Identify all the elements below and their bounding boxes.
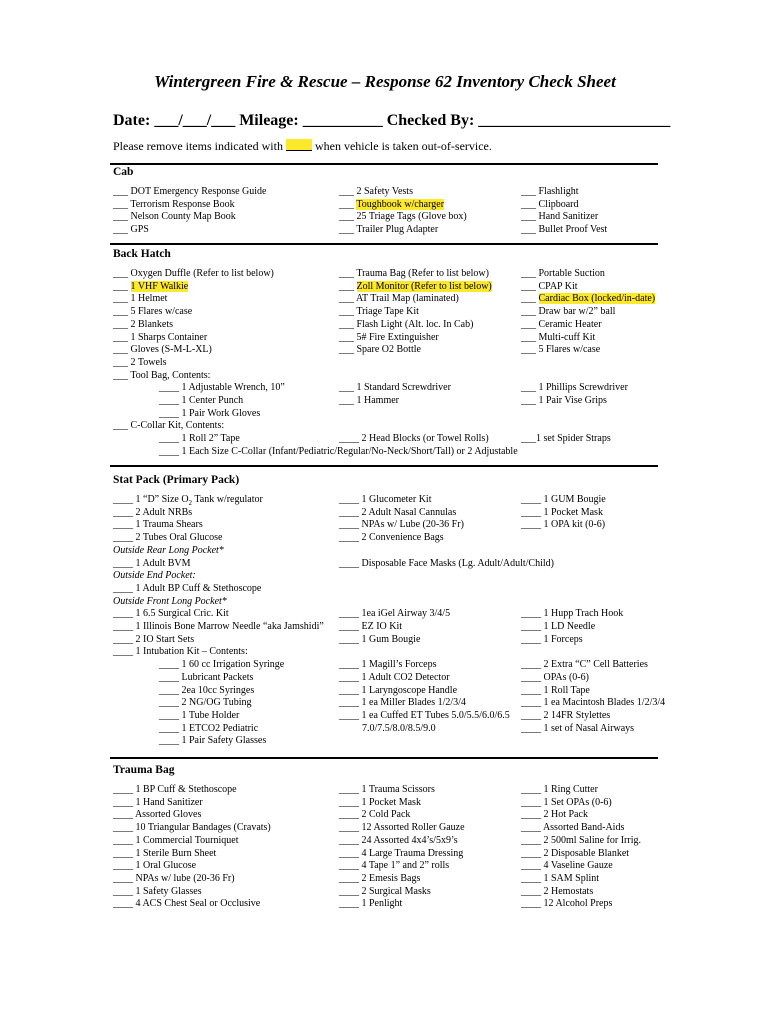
item-1-roll-2-tape: ____ 1 Roll 2” Tape — [159, 433, 240, 445]
item-nelson-county-map-book: ___ Nelson County Map Book — [113, 211, 236, 223]
item-bullet-proof-vest: ___ Bullet Proof Vest — [521, 224, 608, 236]
item-1-illinois-bone-marrow-needle-aka-jamshi: ____ 1 Illinois Bone Marrow Needle “aka Jamshidi” — [113, 621, 324, 632]
item-1-sterile-burn-sheet: ____ 1 Sterile Burn Sheet — [113, 847, 217, 859]
item-toughbook-w-charger — [339, 199, 444, 211]
section-heading: Trauma Bag — [113, 764, 175, 776]
item-2-hot-pack: ____ 2 Hot Pack — [521, 809, 588, 821]
item-trauma-bag-refer-to-list-below: ___ Trauma Bag (Refer to list below) — [339, 268, 489, 279]
item-2-cold-pack: ____ 2 Cold Pack — [339, 809, 411, 821]
item-terrorism-response-book: ___ Terrorism Response Book — [113, 198, 235, 210]
item-disposable-face-masks-lg-adult-adult-chi: ____ Disposable Face Masks (Lg. Adult/Adult/Child) — [339, 557, 554, 569]
item-2ea-10cc-syringes: ____ 2ea 10cc Syringes — [159, 684, 255, 696]
item-1-60-cc-irrigation-syringe: ____ 1 60 cc Irrigation Syringe — [159, 659, 285, 671]
item-draw-bar-w-2-ball: ___ Draw bar w/2” ball — [521, 306, 616, 318]
item-1-penlight: ____ 1 Penlight — [339, 898, 403, 910]
item-2-tubes-oral-glucose: ____ 2 Tubes Oral Glucose — [113, 532, 223, 544]
item-1-sam-splint: ____ 1 SAM Splint — [521, 872, 600, 884]
highlighted-item-text: Zoll Monitor (Refer to list below) — [356, 280, 492, 292]
item-1-phillips-screwdriver: ___ 1 Phillips Screwdriver — [521, 382, 628, 394]
item-12-alcohol-preps: ____ 12 Alcohol Preps — [521, 898, 613, 910]
item-1-gum-bougie: ____ 1 GUM Bougie — [521, 494, 606, 505]
item-outside-front-long-pocket: Outside Front Long Pocket* — [113, 595, 227, 607]
item-outside-rear-long-pocket: Outside Rear Long Pocket* — [113, 544, 224, 556]
item-2-head-blocks-or-towel-rolls: ____ 2 Head Blocks (or Towel Rolls) — [339, 433, 489, 445]
item-1-sharps-container: ___ 1 Sharps Container — [113, 331, 208, 343]
item-1-hupp-trach-hook: ____ 1 Hupp Trach Hook — [521, 608, 624, 620]
item-1-ea-cuffed-et-tubes-5-0-5-5-6-0-6-5: ____ 1 ea Cuffed ET Tubes 5.0/5.5/6.0/6.5 — [339, 709, 510, 721]
item-clipboard: ___ Clipboard — [521, 198, 579, 210]
item-4-large-trauma-dressing: ____ 4 Large Trauma Dressing — [339, 847, 464, 859]
item-outside-end-pocket: Outside End Pocket: — [113, 570, 196, 582]
item-2-surgical-masks: ____ 2 Surgical Masks — [339, 885, 431, 897]
item-2-500ml-saline-for-irrig: ____ 2 500ml Saline for Irrig. — [521, 834, 641, 846]
highlighted-item-text: Toughbook w/charger — [356, 198, 445, 210]
item-5-flares-w-case: ___ 5 Flares w/case — [113, 306, 193, 318]
item-1-oral-glucose: ____ 1 Oral Glucose — [113, 860, 197, 872]
item-1-glucometer-kit: ____ 1 Glucometer Kit — [339, 494, 432, 505]
item-flashlight: ___ Flashlight — [521, 186, 579, 197]
checkbox-blank: ___ — [339, 198, 357, 210]
item-flash-light-alt-loc-in-cab: ___ Flash Light (Alt. loc. In Cab) — [339, 318, 474, 330]
item-1-pair-safety-glasses: ____ 1 Pair Safety Glasses — [159, 735, 267, 747]
item-1-bp-cuff-stethoscope: ____ 1 BP Cuff & Stethoscope — [113, 784, 237, 795]
checkbox-blank: ___ — [521, 293, 539, 305]
item-4-vaseline-gauze: ____ 4 Vaseline Gauze — [521, 860, 613, 872]
item-zoll-monitor-refer-to-list-below — [339, 281, 492, 293]
item-1-intubation-kit-contents: ____ 1 Intubation Kit – Contents: — [113, 646, 248, 658]
item-1-magill-s-forceps: ____ 1 Magill’s Forceps — [339, 659, 437, 671]
item-cardiac-box-locked-in-date — [521, 293, 655, 305]
item-2-adult-nasal-cannulas: ____ 2 Adult Nasal Cannulas — [339, 506, 457, 518]
item-1-set-spider-straps: ___1 set Spider Straps — [521, 433, 611, 445]
item-assorted-band-aids: ____ Assorted Band-Aids — [521, 822, 625, 834]
item-1-adult-bp-cuff-stethoscope: ____ 1 Adult BP Cuff & Stethoscope — [113, 582, 262, 594]
item-npas-w-lube-20-36-fr: ____ NPAs w/ Lube (20-36 Fr) — [339, 519, 464, 531]
section-heading: Stat Pack (Primary Pack) — [113, 474, 240, 486]
section-heading: Cab — [113, 166, 134, 178]
item-cpap-kit: ___ CPAP Kit — [521, 280, 578, 292]
instruction-line — [113, 139, 492, 154]
item-25-triage-tags-glove-box: ___ 25 Triage Tags (Glove box) — [339, 211, 467, 223]
item-at-trail-map-laminated: ___ AT Trail Map (laminated) — [339, 293, 459, 305]
item-2-blankets: ___ 2 Blankets — [113, 318, 173, 330]
item-2-towels: ___ 2 Towels — [113, 356, 167, 368]
item-2-io-start-sets: ____ 2 IO Start Sets — [113, 633, 195, 645]
item-1-forceps: ____ 1 Forceps — [521, 633, 583, 645]
item-text-continued: Tank w/regulator — [192, 494, 263, 505]
section-heading: Back Hatch — [113, 248, 171, 260]
item-1-ea-macintosh-blades-1-2-3-4: ____ 1 ea Macintosh Blades 1/2/3/4 — [521, 697, 666, 709]
item-1-center-punch: ____ 1 Center Punch — [159, 395, 244, 406]
highlight-swatch — [286, 139, 312, 151]
section-divider — [110, 243, 658, 245]
item-dot-emergency-response-guide: ___ DOT Emergency Response Guide — [113, 186, 267, 197]
item-oxygen-duffle-refer-to-list-below: ___ Oxygen Duffle (Refer to list below) — [113, 268, 274, 279]
page-title: Wintergreen Fire & Rescue – Response 62 Inventory Check Sheet — [154, 72, 616, 91]
item-1-6-5-surgical-cric-kit: ____ 1 6.5 Surgical Cric. Kit — [113, 608, 229, 620]
item-1-adjustable-wrench-10: ____ 1 Adjustable Wrench, 10” — [159, 382, 285, 394]
item-1-adult-bvm: ____ 1 Adult BVM — [113, 557, 191, 569]
item-c-collar-kit: ___ C-Collar Kit, Contents: — [113, 420, 225, 432]
item-assorted-gloves: ____ Assorted Gloves — [113, 809, 202, 821]
item-1-ea-miller-blades-1-2-3-4: ____ 1 ea Miller Blades 1/2/3/4 — [339, 697, 466, 709]
checkbox-blank: ___ — [339, 280, 357, 292]
item-ez-io-kit: ____ EZ IO Kit — [339, 621, 403, 632]
item-2-convenience-bags: ____ 2 Convenience Bags — [339, 532, 444, 544]
item-1-hammer: ___ 1 Hammer — [339, 395, 399, 406]
item-2-emesis-bags: ____ 2 Emesis Bags — [339, 872, 421, 884]
item-1-helmet: ___ 1 Helmet — [113, 293, 168, 305]
item-1-adult-co2-detector: ____ 1 Adult CO2 Detector — [339, 671, 450, 683]
item-2-adult-nrbs: ____ 2 Adult NRBs — [113, 506, 193, 518]
item-1-gum-bougie: ____ 1 Gum Bougie — [339, 633, 421, 645]
item-1-set-of-nasal-airways: ____ 1 set of Nasal Airways — [521, 722, 635, 734]
item-1-pair-work-gloves: ____ 1 Pair Work Gloves — [159, 407, 261, 419]
highlighted-item-text: Cardiac Box (locked/in-date) — [538, 293, 656, 305]
item-10-triangular-bandages-cravats: ____ 10 Triangular Bandages (Cravats) — [113, 822, 271, 834]
item-spare-o2-bottle: ___ Spare O2 Bottle — [339, 344, 421, 356]
item-1-standard-screwdriver: ___ 1 Standard Screwdriver — [339, 382, 451, 394]
highlighted-item-text: 1 VHF Walkie — [130, 280, 189, 292]
item-lubricant-packets: ____ Lubricant Packets — [159, 671, 254, 683]
item-trailer-plug-adapter: ___ Trailer Plug Adapter — [339, 224, 439, 236]
item-4-acs-chest-seal-or-occlusive: ____ 4 ACS Chest Seal or Occlusive — [113, 898, 261, 910]
item-1-etco2-pediatric: ____ 1 ETCO2 Pediatric — [159, 722, 259, 734]
item-1-roll-tape: ____ 1 Roll Tape — [521, 684, 590, 696]
item-1-tube-holder: ____ 1 Tube Holder — [159, 709, 240, 721]
item-7-0-7-5-8-0-8-5-9-0: 7.0/7.5/8.0/8.5/9.0 — [362, 722, 436, 734]
section-divider — [110, 163, 658, 165]
item-1-vhf-walkie — [113, 281, 188, 293]
item-1-each-size-c-collar-infant-pediatric-re: ____ 1 Each Size C-Collar (Infant/Pediatric/Regular/No-Neck/Short/Tall) or 2 Adjustable — [159, 445, 518, 457]
item-1-ring-cutter: ____ 1 Ring Cutter — [521, 784, 598, 795]
item-opas-0-6: ____ OPAs (0-6) — [521, 671, 589, 683]
item-gloves-s-m-l-xl: ___ Gloves (S-M-L-XL) — [113, 344, 212, 356]
item-1ea-igel-airway-3-4-5: ____ 1ea iGel Airway 3/4/5 — [339, 608, 451, 620]
item-2-hemostats: ____ 2 Hemostats — [521, 885, 594, 897]
item-2-safety-vests: ___ 2 Safety Vests — [339, 186, 413, 197]
item-triage-tape-kit: ___ Triage Tape Kit — [339, 306, 419, 318]
item-24-assorted-4x4-s-5x9-s: ____ 24 Assorted 4x4’s/5x9’s — [339, 834, 458, 846]
item-5-fire-extinguisher: ___ 5# Fire Extinguisher — [339, 331, 439, 343]
item-2-ng-og-tubing: ____ 2 NG/OG Tubing — [159, 697, 252, 709]
section-divider — [110, 465, 658, 467]
checkbox-blank: ___ — [113, 280, 131, 292]
section-divider — [110, 757, 658, 759]
item-1-set-opas-0-6: ____ 1 Set OPAs (0-6) — [521, 796, 612, 808]
item-ceramic-heater: ___ Ceramic Heater — [521, 318, 602, 330]
item-2-14fr-stylettes: ____ 2 14FR Stylettes — [521, 709, 611, 721]
item-1-pocket-mask: ____ 1 Pocket Mask — [339, 796, 421, 808]
item-portable-suction: ___ Portable Suction — [521, 268, 605, 279]
item-multi-cuff-kit: ___ Multi-cuff Kit — [521, 331, 596, 343]
item-1-pair-vise-grips: ___ 1 Pair Vise Grips — [521, 395, 607, 406]
item-gps: ___ GPS — [113, 224, 149, 236]
subscript-2: 2 — [188, 499, 193, 507]
item-1-opa-kit-0-6: ____ 1 OPA kit (0-6) — [521, 519, 606, 531]
item-1-trauma-shears: ____ 1 Trauma Shears — [113, 519, 203, 531]
item-2-extra-c-cell-batteries: ____ 2 Extra “C” Cell Batteries — [521, 659, 648, 671]
item-12-assorted-roller-gauze: ____ 12 Assorted Roller Gauze — [339, 822, 465, 834]
instruction-text-pre: Please remove items indicated with — [113, 139, 286, 153]
item-1-safety-glasses: ____ 1 Safety Glasses — [113, 885, 202, 897]
item-tool-bag-contents: ___ Tool Bag, Contents: — [113, 369, 211, 381]
item-1-ld-needle: ____ 1 LD Needle — [521, 621, 596, 632]
item-npas-w-lube-20-36-fr: ____ NPAs w/ lube (20-36 Fr) — [113, 872, 235, 884]
item-1-trauma-scissors: ____ 1 Trauma Scissors — [339, 784, 435, 795]
item-1-laryngoscope-handle: ____ 1 Laryngoscope Handle — [339, 684, 458, 696]
item-5-flares-w-case: ___ 5 Flares w/case — [521, 344, 601, 356]
item-2-disposable-blanket: ____ 2 Disposable Blanket — [521, 847, 630, 859]
item-1-pocket-mask: ____ 1 Pocket Mask — [521, 506, 603, 518]
item-1-commercial-tourniquet: ____ 1 Commercial Tourniquet — [113, 834, 239, 846]
item-1-hand-sanitizer: ____ 1 Hand Sanitizer — [113, 796, 203, 808]
instruction-text-post: when vehicle is taken out-of-service. — [311, 139, 492, 153]
item-d-size-o2-tank: ____ 1 “D” Size $O_2$ Tank w/regulator — [113, 494, 263, 507]
item-hand-sanitizer: ___ Hand Sanitizer — [521, 211, 599, 223]
item-4-tape-1-and-2-rolls: ____ 4 Tape 1” and 2” rolls — [339, 860, 450, 872]
date-mileage-checked-line: Date: ___/___/___ Mileage: __________ Checked By: ________________________ — [113, 112, 671, 129]
